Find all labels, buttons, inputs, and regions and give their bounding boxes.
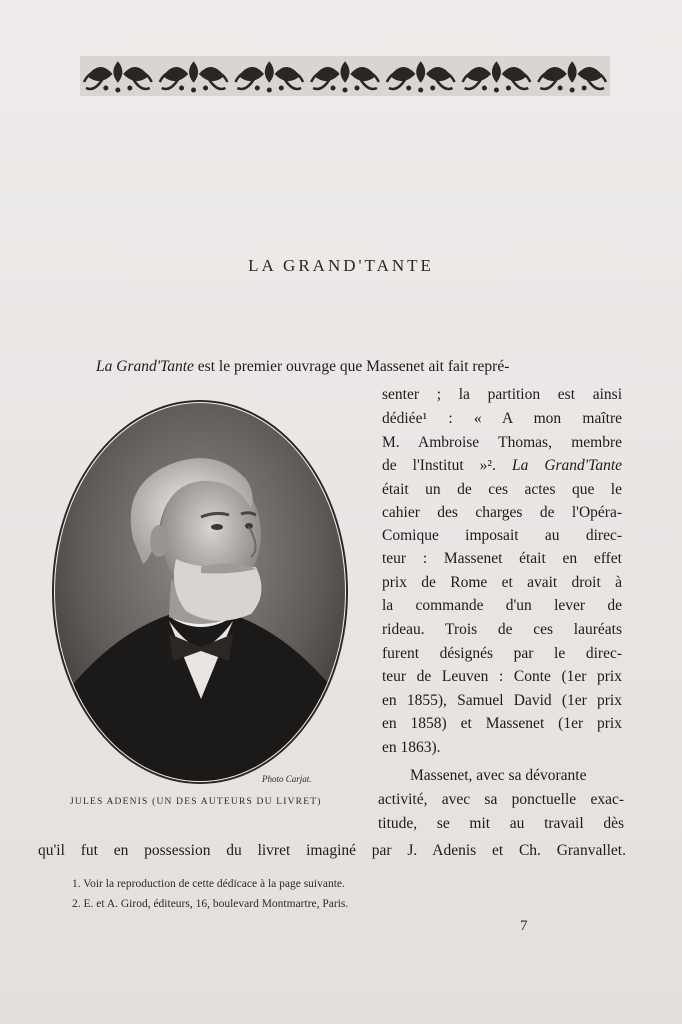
portrait-photo xyxy=(51,399,349,785)
text-line xyxy=(96,357,622,377)
page-number: 7 xyxy=(520,918,528,934)
text-line-content: La Grand'Tante est le premier ouvrage que Massenet ait fait repré- xyxy=(96,358,510,375)
text-line: cahier des charges de l'Opéra- xyxy=(382,504,622,521)
text-line: furent désignés par le direc- xyxy=(382,645,622,662)
text-line: teur : Massenet était en effet xyxy=(382,550,622,567)
text-line: qu'il fut en possession du livret imaginé par J. Adenis et Ch. Granvallet. xyxy=(38,842,626,859)
text-line: Massenet, avec sa dévorante xyxy=(410,767,587,784)
text-line: était un de ces actes que le xyxy=(382,481,622,498)
footnote: 1. Voir la reproduction de cette dédicace à la page suivante. xyxy=(72,878,345,890)
text-line: rideau. Trois de ces lauréats xyxy=(382,621,622,638)
text-line: Comique imposait au direc- xyxy=(382,527,622,544)
text-line: activité, avec sa ponctuelle exac- xyxy=(378,791,624,808)
photo-credit: Photo Carjat. xyxy=(262,774,312,784)
text-line: titude, se mit au travail dès xyxy=(378,815,624,832)
figure-caption: JULES ADENIS (UN DES AUTEURS DU LIVRET) xyxy=(70,797,322,807)
text-line: prix de Rome et avait droit à xyxy=(382,574,622,591)
text-line: senter ; la partition est ainsi xyxy=(382,386,622,403)
text-line: teur de Leuven : Conte (1er prix xyxy=(382,668,622,685)
text-line: de l'Institut »². La Grand'Tante xyxy=(382,457,623,474)
chapter-title: LA GRAND'TANTE xyxy=(248,256,434,275)
fleuron-band-ornament xyxy=(80,52,610,100)
text-line: en 1855), Samuel David (1er prix xyxy=(382,692,622,709)
text-line: en 1863). xyxy=(382,739,441,756)
text-line: dédiée¹ : « A mon maître xyxy=(382,410,622,427)
text-line: la commande d'un lever de xyxy=(382,597,622,614)
text-line: en 1858) et Massenet (1er prix xyxy=(382,715,622,732)
footnote: 2. E. et A. Girod, éditeurs, 16, boulevard Montmartre, Paris. xyxy=(72,898,349,910)
text-line: M. Ambroise Thomas, membre xyxy=(382,434,622,451)
